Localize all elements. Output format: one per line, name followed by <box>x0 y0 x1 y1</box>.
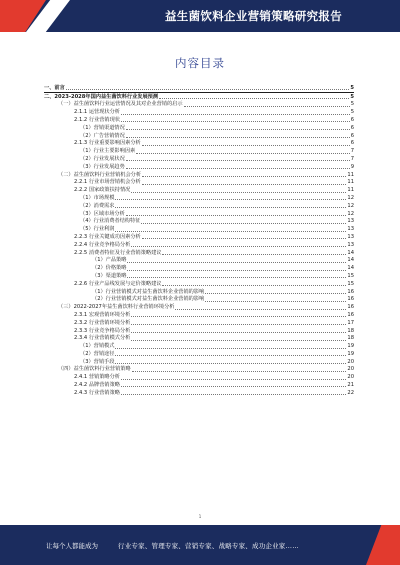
toc-entry-label: （4）行业消费者结构特征 <box>80 218 141 225</box>
toc-entry-page: 16 <box>347 311 354 318</box>
toc-entry[interactable] <box>44 218 354 226</box>
toc-entry[interactable] <box>44 92 354 101</box>
toc-leader-dots <box>115 347 346 349</box>
toc-entry[interactable] <box>44 163 354 171</box>
toc-leader-dots <box>126 159 350 161</box>
toc-entry-label: 二、2023-2028年国内益生菌饮料行业发展预测 <box>44 93 159 100</box>
toc-leader-dots <box>142 175 346 177</box>
toc-entry[interactable] <box>44 116 354 124</box>
toc-entry-label: 2.2.1 行业市场营销机会分析 <box>74 179 141 186</box>
toc-entry-label: （1）营销渠道情况 <box>80 124 125 131</box>
table-of-contents <box>44 84 354 397</box>
toc-entry[interactable] <box>44 288 354 296</box>
toc-entry[interactable] <box>44 155 354 163</box>
toc-leader-dots <box>131 331 346 333</box>
toc-entry-page: 7 <box>350 148 354 155</box>
toc-entry-label: 2.4.3 行业营销策略 <box>74 389 120 396</box>
toc-entry[interactable] <box>44 124 354 132</box>
toc-entry-label: （1）产品策略 <box>92 257 127 264</box>
report-title: 益生菌饮料企业营销策略研究报告 <box>165 9 342 23</box>
toc-leader-dots <box>127 276 346 278</box>
toc-entry-label: 2.1.2 行业营销现状 <box>74 116 120 123</box>
toc-entry-label: （3）营销手段 <box>80 358 115 365</box>
toc-entry[interactable] <box>44 342 354 350</box>
toc-entry-page: 11 <box>347 179 354 186</box>
toc-entry-page: 12 <box>347 210 354 217</box>
toc-entry-page: 12 <box>347 194 354 201</box>
toc-entry-page: 19 <box>347 350 354 357</box>
toc-entry[interactable] <box>44 249 354 257</box>
footer-slogan-right: 行业专家、管理专家、营销专家、战略专家、成功企业家…… <box>118 542 299 550</box>
toc-entry-page: 5 <box>350 109 354 116</box>
toc-entry[interactable] <box>44 241 354 249</box>
toc-leader-dots <box>121 385 346 387</box>
toc-entry[interactable] <box>44 264 354 272</box>
toc-entry-page: 15 <box>347 272 354 279</box>
toc-entry[interactable] <box>44 280 354 288</box>
toc-leader-dots <box>121 378 346 380</box>
toc-entry-label: （四）益生菌饮料行业营销策略 <box>58 366 131 373</box>
toc-entry-page: 14 <box>347 265 354 272</box>
toc-entry-label: （2）消费需求 <box>80 202 115 209</box>
toc-entry[interactable] <box>44 132 354 140</box>
toc-leader-dots <box>205 300 346 302</box>
toc-entry-page: 5 <box>350 84 354 91</box>
toc-leader-dots <box>115 362 346 364</box>
toc-entry-label: （3）区域市场分析 <box>80 210 125 217</box>
toc-leader-dots <box>132 370 347 372</box>
toc-entry-page: 16 <box>347 288 354 295</box>
toc-entry-page: 13 <box>347 233 354 240</box>
toc-entry-label: （2）价格策略 <box>92 265 127 272</box>
toc-leader-dots <box>162 284 346 286</box>
toc-entry[interactable] <box>44 303 354 311</box>
toc-entry-page: 16 <box>347 304 354 311</box>
toc-entry-page: 16 <box>347 296 354 303</box>
toc-leader-dots <box>162 253 346 255</box>
toc-leader-dots <box>131 339 346 341</box>
toc-entry[interactable] <box>44 327 354 335</box>
toc-entry-page: 19 <box>347 343 354 350</box>
toc-entry-label: 2.3.3 行业竞争格局分析 <box>74 327 131 334</box>
toc-entry[interactable] <box>44 171 354 179</box>
toc-leader-dots <box>121 113 350 115</box>
toc-leader-dots <box>131 323 346 325</box>
toc-entry-label: 2.2.3 行业关键成功因素分析 <box>74 233 141 240</box>
toc-entry-label: （1）行业主要影响因素 <box>80 148 136 155</box>
toc-leader-dots <box>184 105 350 107</box>
toc-entry-label: （2）行业营销模式对益生菌饮料企业营销的影响 <box>92 296 205 303</box>
toc-entry-label: 2.2.4 行业竞争格局分析 <box>74 241 131 248</box>
toc-entry-label: （5）行业利润 <box>80 226 115 233</box>
toc-entry-label: 2.2.5 消费者特征及行业营销策略建议 <box>74 249 162 256</box>
toc-entry[interactable] <box>44 186 354 194</box>
toc-entry-page: 11 <box>347 187 354 194</box>
toc-entry-label: （1）行业营销模式对益生菌饮料企业营销的影响 <box>92 288 205 295</box>
toc-leader-dots <box>127 269 346 271</box>
toc-entry-page: 6 <box>350 140 354 147</box>
page-number: 1 <box>198 514 202 519</box>
toc-entry-label: 2.4.2 品牌营销策略 <box>74 382 120 389</box>
toc-leader-dots <box>175 308 346 310</box>
toc-entry-page: 18 <box>347 327 354 334</box>
toc-entry-label: 2.1.3 行业重要影响因素分析 <box>74 140 141 147</box>
toc-leader-dots <box>136 152 350 154</box>
toc-entry[interactable] <box>44 233 354 241</box>
toc-entry-label: （2）行业发展状况 <box>80 155 125 162</box>
toc-entry-label: 2.3.1 宏观营销环境分析 <box>74 311 131 318</box>
toc-entry-label: 2.1.1 运营现状分析 <box>74 109 120 116</box>
toc-leader-dots <box>126 136 350 138</box>
toc-leader-dots <box>159 97 349 99</box>
toc-leader-dots <box>205 292 346 294</box>
toc-entry[interactable] <box>44 225 354 233</box>
toc-entry-page: 6 <box>350 116 354 123</box>
toc-entry-label: （1）市场规模 <box>80 194 115 201</box>
toc-entry-page: 5 <box>350 101 354 108</box>
toc-entry-page: 18 <box>347 335 354 342</box>
toc-leader-dots <box>131 315 346 317</box>
toc-leader-dots <box>115 354 346 356</box>
toc-entry[interactable] <box>44 202 354 210</box>
toc-entry[interactable] <box>44 210 354 218</box>
toc-entry-page: 12 <box>347 202 354 209</box>
toc-entry-page: 20 <box>347 358 354 365</box>
toc-leader-dots <box>121 120 350 122</box>
toc-leader-dots <box>126 167 350 169</box>
toc-entry-label: （三）2022-2027年益生菌饮料行业营销环境分析 <box>58 304 175 311</box>
toc-entry[interactable] <box>44 311 354 319</box>
toc-entry-page: 6 <box>350 132 354 139</box>
toc-leader-dots <box>127 261 346 263</box>
toc-entry[interactable] <box>44 389 354 397</box>
toc-entry[interactable] <box>44 147 354 155</box>
toc-leader-dots <box>126 128 350 130</box>
toc-leader-dots <box>115 230 346 232</box>
toc-entry[interactable] <box>44 350 354 358</box>
toc-entry[interactable] <box>44 257 354 265</box>
toc-entry-label: 2.4.1 营销策略分析 <box>74 374 120 381</box>
toc-entry-label: （1）营销模式 <box>80 343 115 350</box>
toc-entry-page: 7 <box>350 155 354 162</box>
toc-entry-page: 20 <box>347 374 354 381</box>
toc-entry-label: （3）行业发展趋势 <box>80 163 125 170</box>
toc-leader-dots <box>142 237 347 239</box>
toc-entry[interactable] <box>44 108 354 116</box>
toc-entry-page: 13 <box>347 226 354 233</box>
toc-leader-dots <box>131 245 346 247</box>
toc-entry-page: 11 <box>347 171 354 178</box>
toc-leader-dots <box>121 393 346 395</box>
toc-leader-dots <box>66 88 350 90</box>
toc-leader-dots <box>142 144 350 146</box>
toc-entry-page: 20 <box>347 366 354 373</box>
toc-entry[interactable] <box>44 272 354 280</box>
footer-slogan-left: 让每个人都能成为 <box>46 542 98 550</box>
toc-entry-page: 13 <box>347 241 354 248</box>
toc-entry[interactable] <box>44 194 354 202</box>
toc-entry[interactable] <box>44 296 354 304</box>
toc-entry-label: 2.2.2 国家政策扶持情况 <box>74 187 131 194</box>
toc-heading: 内容目录 <box>175 56 225 70</box>
toc-entry-page: 21 <box>347 382 354 389</box>
toc-leader-dots <box>141 222 346 224</box>
toc-entry[interactable] <box>44 358 354 366</box>
toc-entry-page: 6 <box>350 124 354 131</box>
toc-entry[interactable] <box>44 373 354 381</box>
toc-leader-dots <box>142 183 347 185</box>
toc-leader-dots <box>115 198 346 200</box>
toc-entry[interactable] <box>44 101 354 109</box>
toc-entry-page: 14 <box>347 257 354 264</box>
toc-leader-dots <box>131 191 346 193</box>
toc-entry-label: （2）广告营销情况 <box>80 132 125 139</box>
toc-entry-page: 15 <box>347 280 354 287</box>
toc-entry[interactable] <box>44 335 354 343</box>
toc-entry-label: 一、前言 <box>44 84 65 91</box>
toc-entry[interactable] <box>44 381 354 389</box>
toc-leader-dots <box>126 214 347 216</box>
toc-entry[interactable] <box>44 140 354 148</box>
toc-leader-dots <box>115 206 346 208</box>
toc-entry-label: 2.3.2 行业营销环境分析 <box>74 319 131 326</box>
toc-entry-page: 13 <box>347 218 354 225</box>
toc-entry[interactable] <box>44 84 354 92</box>
toc-entry-label: （一）益生菌饮料行业运营情况及其对企业营销的启示 <box>58 101 183 108</box>
toc-entry-page: 22 <box>347 389 354 396</box>
toc-entry-page: 14 <box>347 249 354 256</box>
toc-entry-label: （二）益生菌饮料行业营销机会分析 <box>58 171 142 178</box>
toc-entry-page: 5 <box>350 93 354 100</box>
toc-entry-page: 17 <box>347 319 354 326</box>
toc-entry-label: 2.3.4 行业营销模式分析 <box>74 335 131 342</box>
toc-entry-label: （3）渠道策略 <box>92 272 127 279</box>
toc-entry[interactable] <box>44 366 354 374</box>
toc-entry-label: 2.2.6 行业产品线发展与定价策略建议 <box>74 280 162 287</box>
toc-entry-page: 9 <box>350 163 354 170</box>
toc-entry-label: （2）营销途径 <box>80 350 115 357</box>
toc-entry[interactable] <box>44 179 354 187</box>
toc-entry[interactable] <box>44 319 354 327</box>
